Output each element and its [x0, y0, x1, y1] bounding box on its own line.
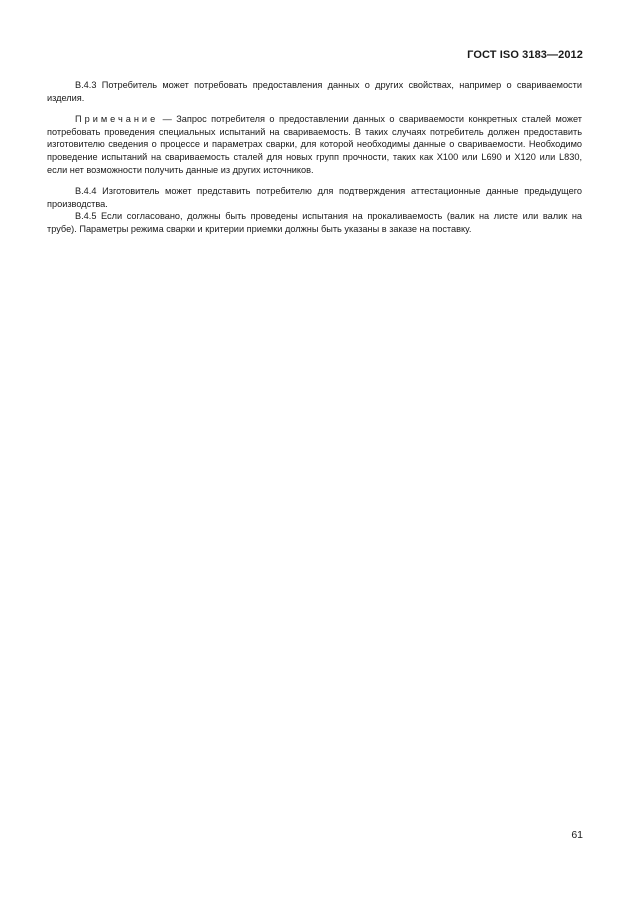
standard-designation: ГОСТ ISO 3183—2012 [467, 49, 583, 61]
note-text: — Запрос потребителя о предоставлении данных о свариваемости конкретных сталей может потребовать проведения специальных испытаний на свариваемость. В таких случаях потребитель должен предоставить изготовителю сведения о процессе и параметрах сварки, для которой необходимы данные о свариваемости. Необходимо проведение испытаний на свариваемость сталей для новых групп прочности, таких как X100 или L690 и X120 или L830, если нет возможности получить данные из других источников. [47, 114, 582, 175]
spacer [47, 104, 582, 113]
note-paragraph [47, 113, 582, 176]
document-body [47, 79, 582, 236]
spacer [47, 176, 582, 185]
note-label: Примечание [75, 114, 159, 125]
page-number: 61 [571, 829, 583, 841]
paragraph-b4-3: В.4.3 Потребитель может потребовать предоставления данных о других свойствах, например о свариваемости изделия. [47, 80, 582, 103]
paragraph-b4-5: В.4.5 Если согласовано, должны быть проведены испытания на прокаливаемость (валик на листе или валик на трубе). Параметры режима сварки и критерии приемки должны быть указаны в заказе на поставку. [47, 211, 582, 234]
paragraph-b4-4: В.4.4 Изготовитель может представить потребителю для подтверждения аттестационные данные предыдущего производства. [47, 186, 582, 209]
